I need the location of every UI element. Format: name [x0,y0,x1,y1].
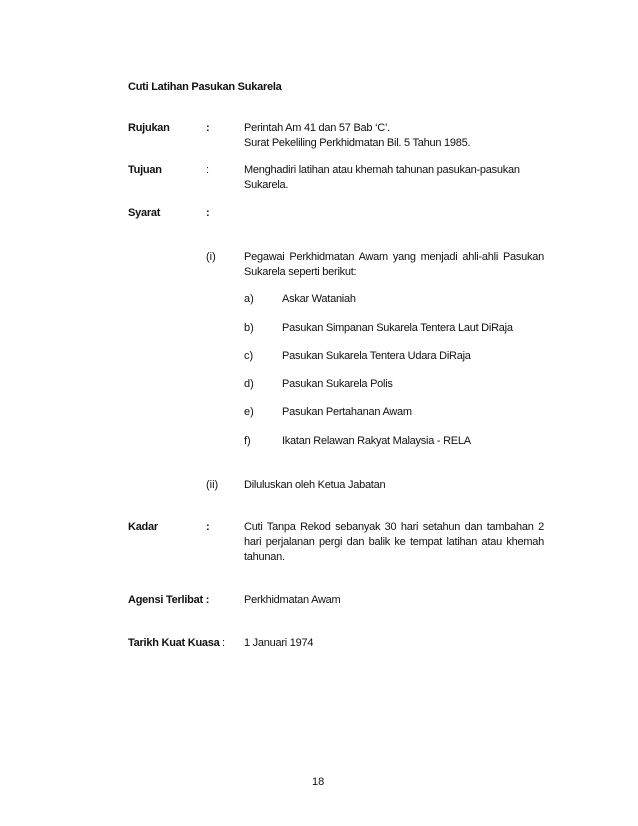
page-title: Cuti Latihan Pasukan Sukarela [128,81,282,93]
syarat-item-1-text: Pegawai Perkhidmatan Awam yang menjadi ahli-ahli Pasukan Sukarela seperti berikut: [244,251,544,278]
tujuan-line-1: Menghadiri latihan atau khemah tahunan pasukan-pasukan [244,164,520,176]
syarat-item-2-text: Diluluskan oleh Ketua Jabatan [244,479,386,491]
syarat-label: Syarat [128,207,161,219]
agensi-label: Agensi Terlibat : [128,594,210,606]
kadar-label: Kadar [128,521,158,533]
syarat-item-2-number: (ii) [206,479,219,491]
syarat-colon: : [206,207,210,219]
rujukan-label: Rujukan [128,122,170,134]
kadar-text: Cuti Tanpa Rekod sebanyak 30 hari setahun dan tambahan 2 hari perjalanan pergi dan balik ke tempat latihan atau khemah tahunan. [244,521,544,563]
subitem-e-letter: e) [244,406,254,418]
tujuan-colon: : [206,164,210,176]
subitem-e-text: Pasukan Pertahanan Awam [282,406,412,418]
subitem-a-text: Askar Wataniah [282,293,356,305]
page-number: 18 [312,776,325,788]
subitem-c-text: Pasukan Sukarela Tentera Udara DiRaja [282,350,471,362]
syarat-item-1-number: (i) [206,251,216,263]
tujuan-label: Tujuan [128,164,162,176]
subitem-a-letter: a) [244,293,254,305]
rujukan-colon: : [206,122,210,134]
subitem-d-letter: d) [244,378,254,390]
subitem-f-text: Ikatan Relawan Rakyat Malaysia - RELA [282,435,471,447]
tarikh-label: Tarikh Kuat Kuasa [128,637,220,649]
tarikh-colon: : [222,637,226,649]
tarikh-value: 1 Januari 1974 [244,637,314,649]
subitem-b-text: Pasukan Simpanan Sukarela Tentera Laut DiRaja [282,322,513,334]
subitem-c-letter: c) [244,350,254,362]
subitem-f-letter: f) [244,435,251,447]
kadar-colon: : [206,521,210,533]
rujukan-line-2: Surat Pekeliling Perkhidmatan Bil. 5 Tahun 1985. [244,137,471,149]
subitem-b-letter: b) [244,322,254,334]
rujukan-line-1: Perintah Am 41 dan 57 Bab ‘C’. [244,122,390,134]
tujuan-line-2: Sukarela. [244,179,289,191]
subitem-d-text: Pasukan Sukarela Polis [282,378,393,390]
agensi-value: Perkhidmatan Awam [244,594,341,606]
